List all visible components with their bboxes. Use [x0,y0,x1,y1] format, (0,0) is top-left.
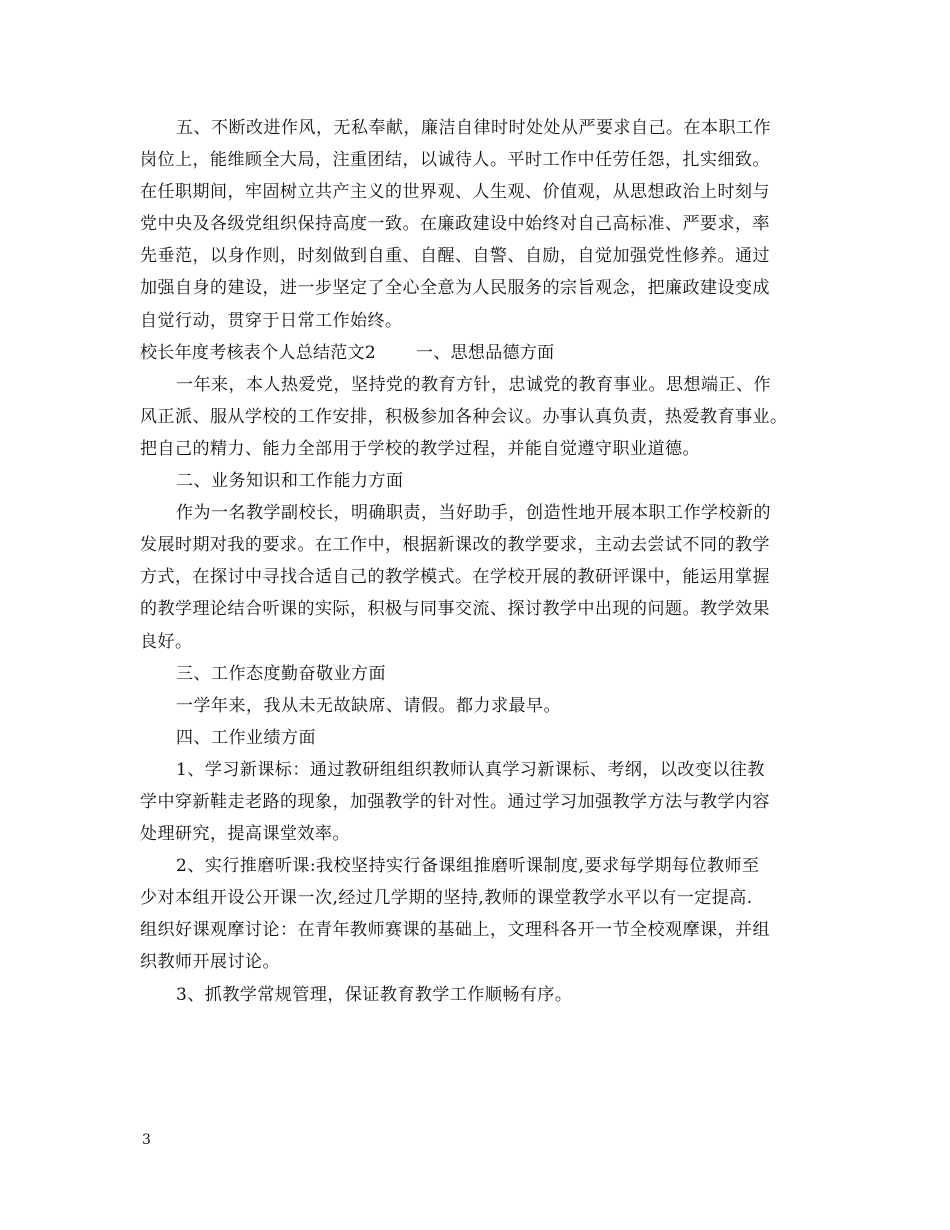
paragraph-line: 作为一名教学副校长，明确职责，当好助手，创造性地开展本职工作学校新的 [176,503,771,524]
paragraph-line: 五、不断改进作风，无私奉献，廉洁自律时时处处从严要求自己。在本职工作 [176,118,771,138]
paragraph-line: 岗位上，能维顾全大局，注重团结，以诚待人。平时工作中任劳任怨，扎实细致。 [140,150,770,171]
paragraph-line: 发展时期对我的要求。在工作中，根据新课改的教学要求，主动去尝试不同的教学 [140,535,770,556]
paragraph-line: 一学年来，我从未无故缺席、请假。都力求最早。 [176,695,561,716]
section-heading: 四、工作业绩方面 [176,727,316,748]
paragraph-line: 3、抓教学常规管理，保证教育教学工作顺畅有序。 [176,984,573,1005]
paragraph-line: 学中穿新鞋走老路的现象，加强教学的针对性。通过学习加强教学方法与教学内容 [140,791,770,812]
paragraph-line: 组织好课观摩讨论：在青年教师赛课的基础上，文理科各开一节全校观摩课，并组 [140,920,770,941]
paragraph-line: 处理研究，提高课堂效率。 [140,824,350,845]
paragraph-line: 先垂范，以身作则，时刻做到自重、自醒、自警、自励，自觉加强党性修养。通过 [140,246,770,267]
paragraph-line: 1、学习新课标：通过教研组组织教师认真学习新课标、考纲，以改变以往教 [176,759,765,780]
section-heading: 一、思想品德方面 [416,342,555,363]
section-title-line [140,337,820,369]
document-body [140,112,820,1011]
paragraph-line: 良好。 [140,631,193,652]
paragraph-line: 一年来，本人热爱党，坚持党的教育方针，忠诚党的教育事业。思想端正、作 [176,374,771,395]
paragraph-line: 加强自身的建设，进一步坚定了全心全意为人民服务的宗旨观念，把廉政建设变成 [140,278,770,299]
document-title: 校长年度考核表个人总结范文2 [140,342,377,363]
section-heading: 二、业务知识和工作能力方面 [176,471,404,492]
paragraph-line: 方式，在探讨中寻找合适自己的教学模式。在学校开展的教研评课中，能运用掌握 [140,567,770,588]
paragraph-line: 2、实行推磨听课:我校坚持实行备课组推磨听课制度,要求每学期每位教师至 [176,856,760,877]
paragraph-line: 的教学理论结合听课的实际，积极与同事交流、探讨教学中出现的问题。教学效果 [140,599,770,620]
paragraph-line: 党中央及各级党组织保持高度一致。在廉政建设中始终对自己高标准、严要求，率 [140,214,770,235]
paragraph-line: 风正派、服从学校的工作安排，积极参加各种会议。办事认真负责，热爱教育事业。 [140,406,788,427]
paragraph-line: 把自己的精力、能力全部用于学校的教学过程，并能自觉遵守职业道德。 [140,438,700,459]
paragraph-line: 自觉行动，贯穿于日常工作始终。 [140,310,403,331]
paragraph-line: 少对本组开设公开课一次,经过几学期的坚持,教师的课堂教学水平以有一定提高. [140,888,753,909]
paragraph-line: 在任职期间，牢固树立共产主义的世界观、人生观、价值观，从思想政治上时刻与 [140,182,770,203]
page-number: 3 [142,1132,151,1148]
paragraph-line: 织教师开展讨论。 [140,952,280,973]
section-heading: 三、工作态度勤奋敬业方面 [176,663,386,684]
